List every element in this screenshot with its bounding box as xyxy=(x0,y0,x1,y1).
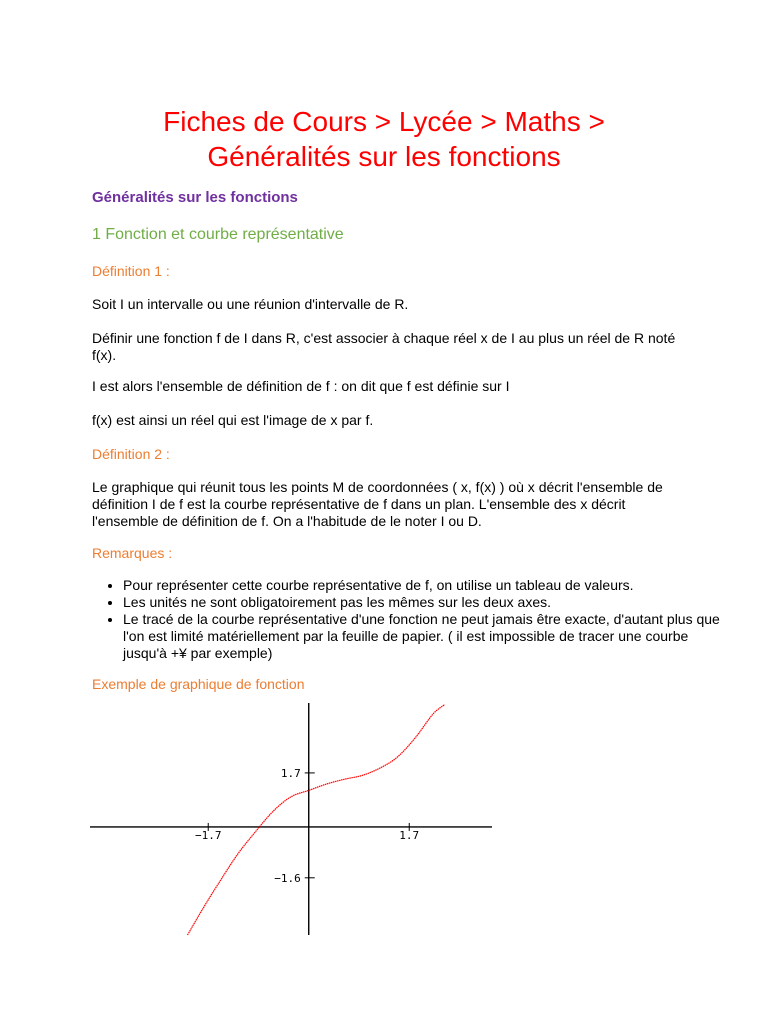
x-tick-label: 1.7 xyxy=(399,828,420,842)
section-title: Généralités sur les fonctions xyxy=(92,189,298,206)
definition1-paragraph-3: I est alors l'ensemble de définition de f : on dit que f est définie sur I xyxy=(92,378,510,394)
definition2-paragraph: Le graphique qui réunit tous les points M de coordonnées ( x, f(x) ) où x décrit l'ensemble de définition I de f est la courbe représentative de f dans un plan. L'ensemble des x décrit l'ensemble de définition de f. On a l'habitude de le noter I ou D. xyxy=(92,479,663,529)
function-curve xyxy=(188,705,445,935)
subsection-title: 1 Fonction et courbe représentative xyxy=(92,226,344,243)
definition1-paragraph-1: Soit I un intervalle ou une réunion d'intervalle de R. xyxy=(92,296,409,312)
remark-item: • Pour représenter cette courbe représentative de f, on utilise un tableau de valeurs. xyxy=(123,577,723,594)
function-graph xyxy=(90,703,492,935)
page-title-line1: Fiches de Cours > Lycée > Maths > xyxy=(163,106,605,137)
definition1-heading: Définition 1 : xyxy=(92,263,170,279)
definition2-heading: Définition 2 : xyxy=(92,446,170,462)
page-title-line2: Généralités sur les fonctions xyxy=(207,141,561,172)
example-heading: Exemple de graphique de fonction xyxy=(92,676,305,692)
definition1-paragraph-4: f(x) est ainsi un réel qui est l'image de x par f. xyxy=(92,412,374,428)
y-tick-label: −1.6 xyxy=(274,871,301,885)
x-tick-label: −1.7 xyxy=(194,828,222,842)
remarks-list xyxy=(92,577,723,662)
y-tick-label: 1.7 xyxy=(280,766,301,780)
remark-item: • Les unités ne sont obligatoirement pas les mêmes sur les deux axes. xyxy=(123,594,723,611)
remark-item: • Le tracé de la courbe représentative d'une fonction ne peut jamais être exacte, d'autant plus que l'on est limité matériellement par la feuille de papier. ( il est impossible de tracer une courbe jusqu'à +¥ par exemple) xyxy=(123,611,723,662)
remarks-heading: Remarques : xyxy=(92,545,173,561)
page-title xyxy=(0,104,768,174)
definition1-paragraph-2: Définir une fonction f de I dans R, c'est associer à chaque réel x de I au plus un réel de R noté f(x). xyxy=(92,330,676,363)
